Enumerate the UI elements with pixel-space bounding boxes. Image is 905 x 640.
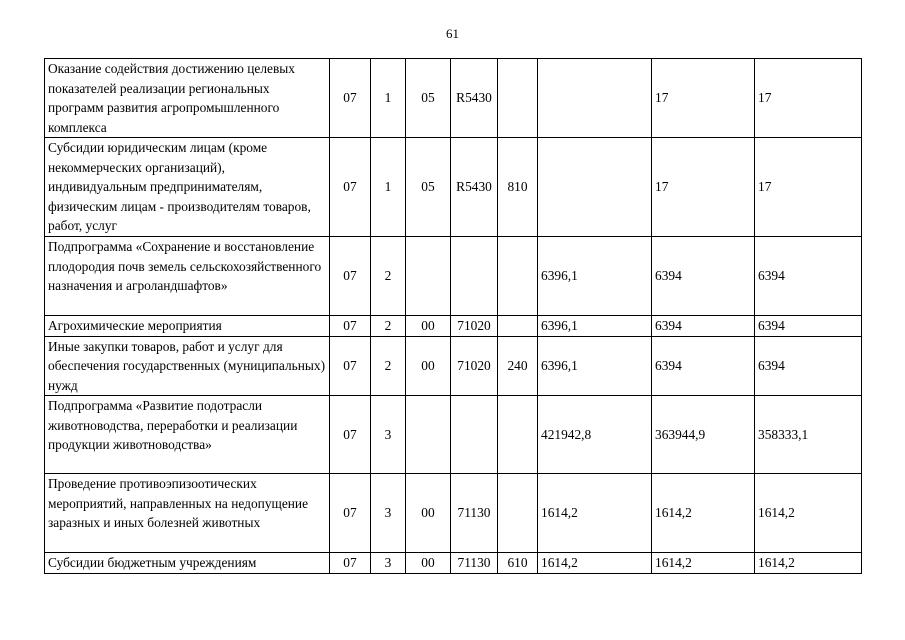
target-code: 71130 [451, 474, 498, 553]
budget-table [44, 58, 862, 574]
row-name: Проведение противоэпизоотических мероприятий, направленных на недопущение заразных и иных болезней животных [45, 474, 330, 553]
target-code: 71130 [451, 553, 498, 574]
amount-year-2: 17 [652, 138, 755, 237]
subsection-code: 2 [371, 237, 406, 316]
target-code: R5430 [451, 59, 498, 138]
program-code: 00 [406, 553, 451, 574]
table-row [45, 316, 862, 337]
section-code: 07 [330, 396, 371, 474]
amount-year-1 [538, 59, 652, 138]
expense-type-code: 610 [498, 553, 538, 574]
amount-year-2: 1614,2 [652, 474, 755, 553]
expense-type-code [498, 474, 538, 553]
row-name: Субсидии юридическим лицам (кроме некоммерческих организаций), индивидуальным предпринимателям, физическим лицам - производителям товаров, работ, услуг [45, 138, 330, 237]
amount-year-2: 17 [652, 59, 755, 138]
expense-type-code: 810 [498, 138, 538, 237]
expense-type-code [498, 59, 538, 138]
amount-year-1: 421942,8 [538, 396, 652, 474]
target-code [451, 396, 498, 474]
program-code: 00 [406, 316, 451, 337]
row-name: Подпрограмма «Развитие подотрасли животноводства, переработки и реализации продукции животноводства» [45, 396, 330, 474]
row-name: Оказание содействия достижению целевых показателей реализации региональных программ развития агропромышленного комплекса [45, 59, 330, 138]
row-name: Агрохимические мероприятия [45, 316, 330, 337]
target-code: 71020 [451, 336, 498, 396]
amount-year-3: 1614,2 [755, 474, 862, 553]
section-code: 07 [330, 336, 371, 396]
target-code: 71020 [451, 316, 498, 337]
subsection-code: 3 [371, 553, 406, 574]
amount-year-1: 1614,2 [538, 553, 652, 574]
amount-year-3: 6394 [755, 336, 862, 396]
amount-year-3: 358333,1 [755, 396, 862, 474]
amount-year-1: 6396,1 [538, 336, 652, 396]
section-code: 07 [330, 237, 371, 316]
amount-year-1: 6396,1 [538, 237, 652, 316]
amount-year-1: 6396,1 [538, 316, 652, 337]
subsection-code: 1 [371, 59, 406, 138]
program-code: 05 [406, 59, 451, 138]
page-number: 61 [446, 26, 459, 41]
amount-year-3: 17 [755, 138, 862, 237]
subsection-code: 1 [371, 138, 406, 237]
table-row [45, 553, 862, 574]
table-row [45, 59, 862, 138]
section-code: 07 [330, 474, 371, 553]
amount-year-3: 17 [755, 59, 862, 138]
target-code: R5430 [451, 138, 498, 237]
table-row [45, 138, 862, 237]
amount-year-2: 6394 [652, 316, 755, 337]
section-code: 07 [330, 316, 371, 337]
expense-type-code [498, 396, 538, 474]
table-row [45, 336, 862, 396]
expense-type-code: 240 [498, 336, 538, 396]
table-row [45, 396, 862, 474]
row-name: Иные закупки товаров, работ и услуг для обеспечения государственных (муниципальных) нужд [45, 336, 330, 396]
program-code [406, 396, 451, 474]
target-code [451, 237, 498, 316]
row-name: Субсидии бюджетным учреждениям [45, 553, 330, 574]
subsection-code: 2 [371, 336, 406, 396]
amount-year-2: 6394 [652, 237, 755, 316]
amount-year-2: 6394 [652, 336, 755, 396]
subsection-code: 3 [371, 474, 406, 553]
amount-year-3: 6394 [755, 237, 862, 316]
program-code: 00 [406, 474, 451, 553]
section-code: 07 [330, 59, 371, 138]
program-code [406, 237, 451, 316]
subsection-code: 2 [371, 316, 406, 337]
amount-year-2: 363944,9 [652, 396, 755, 474]
expense-type-code [498, 237, 538, 316]
amount-year-2: 1614,2 [652, 553, 755, 574]
amount-year-1: 1614,2 [538, 474, 652, 553]
expense-type-code [498, 316, 538, 337]
section-code: 07 [330, 138, 371, 237]
table-row [45, 237, 862, 316]
subsection-code: 3 [371, 396, 406, 474]
table-row [45, 474, 862, 553]
amount-year-1 [538, 138, 652, 237]
section-code: 07 [330, 553, 371, 574]
row-name: Подпрограмма «Сохранение и восстановление плодородия почв земель сельскохозяйственного назначения и агроландшафтов» [45, 237, 330, 316]
amount-year-3: 6394 [755, 316, 862, 337]
amount-year-3: 1614,2 [755, 553, 862, 574]
program-code: 05 [406, 138, 451, 237]
program-code: 00 [406, 336, 451, 396]
